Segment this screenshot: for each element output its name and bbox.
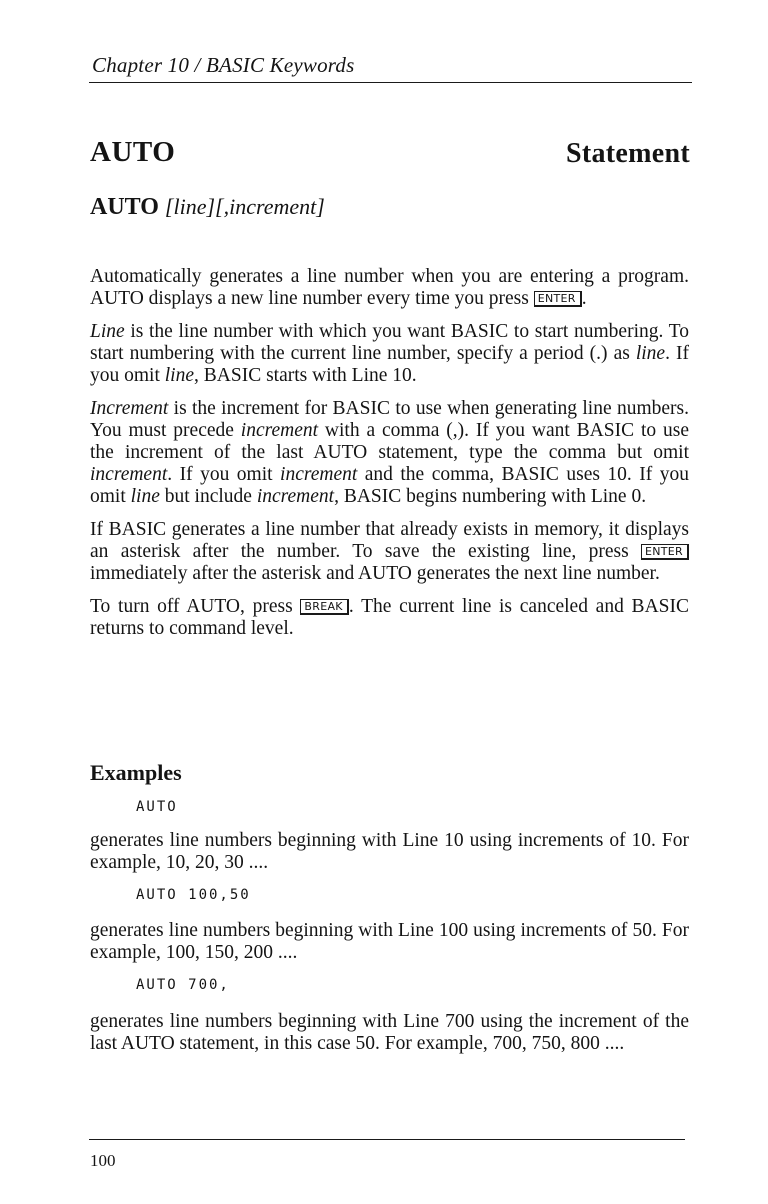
keyword-title: AUTO [90,136,176,168]
header-rule [89,82,692,83]
description [90,266,689,651]
paragraph-intro: Automatically generates a line number when you are entering a program. AUTO displays a new line number every time you press ENTER . [90,266,689,309]
enter-key-icon: ENTER [641,544,689,560]
example-description: generates line numbers beginning with Line 100 using increments of 50. For example, 100, 150, 200 .... [90,920,689,963]
example-description: generates line numbers beginning with Line 10 using increments of 10. For example, 10, 20, 30 .... [90,830,689,873]
examples-heading: Examples [90,760,182,785]
enter-key-icon: ENTER [534,291,582,307]
page-number: 100 [90,1151,116,1170]
running-head: Chapter 10 / BASIC Keywords [92,53,355,77]
code-example: AUTO 100,50 [136,887,251,903]
paragraph-existing-line: If BASIC generates a line number that already exists in memory, it displays an asterisk after the number. To save the existing line, press ENTER immediately after the asterisk and AUTO generates the next line number. [90,519,689,584]
paragraph-turn-off: To turn off AUTO, press BREAK . The current line is canceled and BASIC returns to command level. [90,596,689,639]
syntax-line [90,194,325,221]
example-description: generates line numbers beginning with Line 700 using the increment of the last AUTO statement, in this case 50. For example, 700, 750, 800 .... [90,1011,689,1054]
break-key-icon: BREAK [300,599,348,615]
keyword-type: Statement [566,138,690,169]
paragraph-line: Line is the line number with which you want BASIC to start numbering. To start numbering with the current line number, specify a period (.) as line. If you omit line, BASIC starts with Line 10. [90,321,689,386]
code-example: AUTO 700, [136,977,230,993]
footer-rule [89,1139,685,1140]
syntax-params: [line][,increment] [164,194,325,219]
paragraph-increment: Increment is the increment for BASIC to use when generating line numbers. You must precede increment with a comma (,). If you want BASIC to use the increment of the last AUTO statement, type the comma but omit increment. If you omit increment and the comma, BASIC uses 10. If you omit line but include increment, BASIC begins numbering with Line 0. [90,398,689,507]
syntax-keyword: AUTO [90,194,159,220]
code-example: AUTO [136,799,178,815]
